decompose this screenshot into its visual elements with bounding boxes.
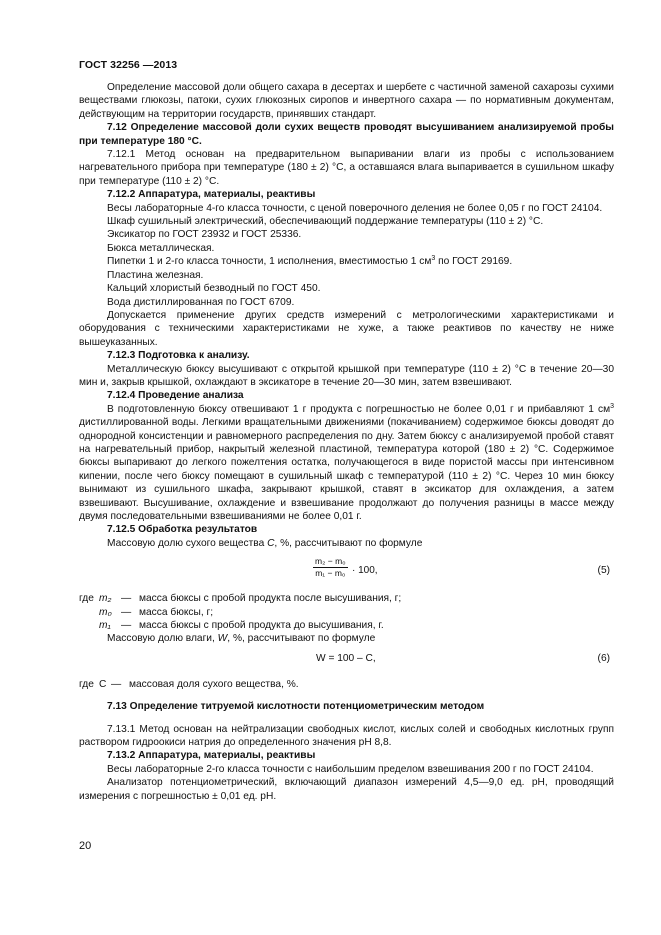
where-dash: —	[111, 678, 122, 690]
section-7-12-5-heading: 7.12.5 Обработка результатов	[107, 524, 258, 536]
mass-w-text-end: , %, рассчитывают по формуле	[227, 633, 376, 645]
where-symbol: m₀	[99, 606, 112, 618]
section-7-12-3-heading: 7.12.3 Подготовка к анализу.	[107, 350, 250, 362]
formula-5-fraction	[313, 556, 348, 579]
item-scales: Весы лабораторные 4-го класса точности, с ценой поверочного деления не более 0,05 г по ГОСТ 24104.	[107, 202, 603, 214]
where-m0	[79, 606, 614, 619]
item-oven: Шкаф сушильный электрический, обеспечивающий поддержание температуры (110 ± 2) °С.	[107, 216, 544, 228]
item-water: Вода дистиллированная по ГОСТ 6709.	[107, 296, 295, 308]
formula-6-expression: W = 100 – C,	[316, 652, 376, 664]
mass-c-text: Массовую долю сухого вещества	[107, 537, 268, 549]
procedure-text: В подготовленную бюксу отвешивают 1 г продукта с погрешностью не более 0,01 г и прибавляют 1 см	[107, 403, 611, 415]
where-text: масса бюксы, г;	[139, 606, 214, 618]
paragraph-mass-w	[79, 632, 614, 645]
paragraph-intro: Определение массовой доли общего сахара в десертах и шербете с частичной заменой сахарозы сухими веществами глюкозы, патоки, сухих глюкозных сиропов и инвертного сахара — по нормативным документам, действующим на территории государств, принявших стандарт.	[79, 82, 614, 120]
where-lead: где	[79, 593, 94, 605]
pipettes-sup: 3	[431, 255, 436, 263]
item-weighing-bottle: Бюкса металлическая.	[107, 242, 215, 254]
section-7-12-4-heading: 7.12.4 Проведение анализа	[107, 390, 244, 402]
item-calcium: Кальций хлористый безводный по ГОСТ 450.	[107, 283, 321, 295]
where-lead	[79, 619, 99, 632]
section-7-12-heading: 7.12 Определение массовой доли сухих веществ проводят высушиванием анализируемой пробы при температуре 180 °С.	[79, 122, 614, 147]
formula-5-denominator: m₁ − m₀	[315, 568, 346, 579]
where-m1	[79, 619, 614, 632]
paragraph-mass-c	[79, 537, 614, 550]
mass-c-var: С	[267, 537, 275, 549]
where-dash: —	[121, 620, 132, 632]
formula-5-tail: · 100,	[352, 565, 378, 577]
formula-6	[79, 646, 614, 672]
mass-c-text-end: , %, рассчитывают по формуле	[274, 537, 423, 549]
item-scales-2: Весы лабораторные 2-го класса точности с наибольшим пределом взвешивания 200 г по ГОСТ 24104.	[107, 763, 594, 775]
item-plate: Пластина железная.	[107, 269, 204, 281]
page-content	[79, 81, 614, 803]
paragraph-7-12-1: 7.12.1 Метод основан на предварительном выпаривании влаги из пробы с использованием нагревательного прибора при температуре (180 ± 2) °С, а оставшаяся влага выпаривается в сушильном шкафу при температуре (110 ± 2) °С.	[79, 149, 614, 187]
where-text: массовая доля сухого вещества, %.	[129, 678, 299, 690]
mass-w-text: Массовую долю влаги,	[107, 633, 218, 645]
where-symbol: С	[99, 678, 107, 690]
standard-header: ГОСТ 32256 —2013	[79, 59, 178, 71]
formula-5	[79, 556, 614, 586]
item-analyzer: Анализатор потенциометрический, включающий диапазон измерений 4,5—9,0 ед. рН, проводящий измерения с погрешностью ± 0,01 ед. рН.	[79, 777, 614, 802]
formula-5-numerator: m₂ − m₀	[315, 556, 346, 567]
where-text: масса бюксы с пробой продукта до высушивания, г.	[139, 620, 384, 632]
section-7-12-2-heading: 7.12.2 Аппаратура, материалы, реактивы	[107, 189, 316, 201]
section-7-13-heading: 7.13 Определение титруемой кислотности потенциометрическим методом	[107, 701, 485, 713]
where-lead	[79, 606, 99, 619]
paragraph-7-13-1: 7.13.1 Метод основан на нейтрализации свободных кислот, кислых солей и свободных кислотных групп раствором гидроокиси натрия до определенного значения рН 8,8.	[79, 723, 614, 749]
page-number: 20	[79, 840, 92, 852]
where-c	[79, 678, 614, 691]
where-m2	[79, 592, 614, 605]
procedure-sup: 3	[610, 402, 614, 410]
mass-w-var: W	[217, 633, 228, 645]
pipettes-text-end: по ГОСТ 29169.	[435, 256, 513, 268]
section-7-13-2-heading: 7.13.2 Аппаратура, материалы, реактивы	[107, 750, 316, 762]
paragraph-prep: Металлическую бюксу высушивают с открытой крышкой при температуре (110 ± 2) °С в течение 20—30 мин и, закрыв крышкой, охлаждают в эксикаторе в течение 20—30 мин, затем взвешивают.	[79, 363, 614, 388]
item-desiccator: Эксикатор по ГОСТ 23932 и ГОСТ 25336.	[107, 229, 302, 241]
paragraph-procedure	[79, 403, 614, 524]
formula-6-number: (6)	[597, 652, 610, 664]
procedure-text-end: дистиллированной воды. Легкими вращательными движениями (покачиванием) содержимое бюксы доводят до однородной консистенции и равномерного распределения по дну. Затем бюксу с анализируемой пробой ставят на нагревательный прибор, накрытый железной пластиной, температура которой (180 ± 2) °С. Содержимое бюксы выпаривают до легкого пожелтения остатка, получающегося в виде пористой массы при интенсивном кипении, после чего бюксу помещают в сушильный шкаф с температурой (110 ± 2) °С. Через 10 мин бюксу вынимают из сушильного шкафа, закрывают крышкой, ставят в эксикатор для охлаждения, а затем взвешивают. Высушивание, охлаждение и взвешивание продолжают до получения разницы в массе между двумя последовательными взвешиваниями не более 0,01 г.	[79, 417, 614, 522]
where-symbol: m₁	[99, 620, 111, 632]
where-symbol: m₂	[99, 593, 112, 605]
where-dash: —	[121, 606, 132, 618]
item-pipettes	[79, 255, 614, 268]
pipettes-text: Пипетки 1 и 2-го класса точности, 1 исполнения, вместимостью 1 см	[107, 256, 432, 268]
formula-5-number: (5)	[597, 565, 610, 577]
where-dash: —	[121, 593, 132, 605]
paragraph-allowed: Допускается применение других средств измерений с метрологическими характеристиками и оборудования с техническими характеристиками не хуже, а также реактивов по качеству не ниже вышеуказанных.	[79, 309, 614, 348]
where-text: масса бюксы с пробой продукта после высушивания, г;	[139, 593, 402, 605]
where-lead: где	[79, 678, 94, 690]
